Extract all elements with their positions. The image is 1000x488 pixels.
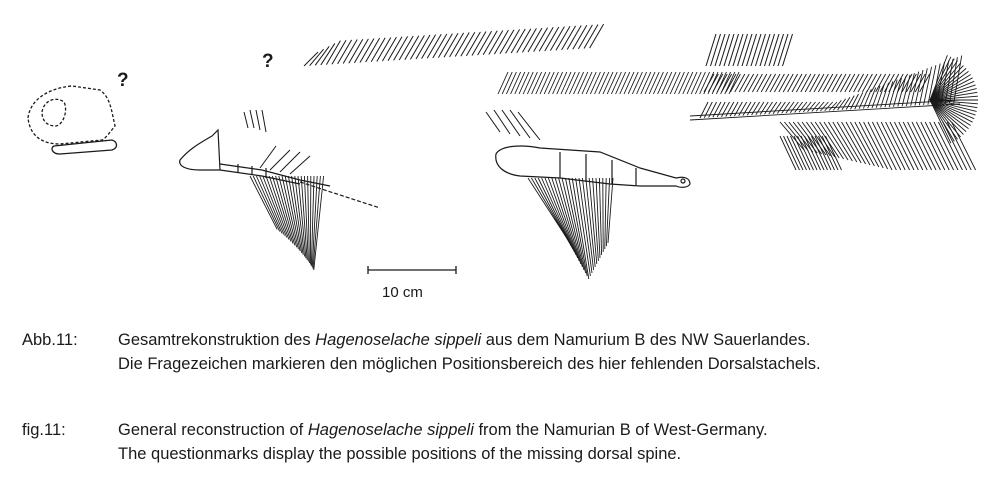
skull-outline: [28, 86, 117, 154]
question-mark-1: ?: [117, 70, 129, 91]
pectoral-fin-rays: [250, 176, 324, 270]
question-mark-2: ?: [262, 51, 274, 72]
pectoral-upper-rays: [244, 110, 310, 174]
species-name: Hagenoselache sippeli: [315, 331, 482, 349]
pectoral-fin: [180, 130, 380, 208]
caudal-fin: [690, 55, 978, 170]
species-name: Hagenoselache sippeli: [307, 421, 474, 439]
pelvic-upper-rays: [486, 110, 540, 140]
mid-ray-band: [498, 72, 930, 94]
scale-bar: [368, 266, 456, 274]
scale-bar-label: 10 cm: [382, 284, 423, 301]
caption-german-line-1: Gesamtrekonstruktion des Hagenoselache sippeli aus dem Namurium B des NW Sauerlandes.: [118, 331, 811, 349]
caption-german-label: Abb.11:: [22, 331, 78, 349]
caption-english-label: fig.11:: [22, 421, 66, 439]
caption-german-line-2: Die Fragezeichen markieren den möglichen Positionsbereich des hier fehlenden Dorsalstachels.: [118, 355, 821, 373]
pelvic-fin-rays: [528, 178, 613, 279]
caption-english-line-2: The questionmarks display the possible positions of the missing dorsal spine.: [118, 445, 682, 463]
dorsal-fin-rays: [304, 24, 793, 66]
caption-english-line-1: General reconstruction of Hagenoselache sippeli from the Namurian B of West-Germany.: [118, 421, 768, 439]
